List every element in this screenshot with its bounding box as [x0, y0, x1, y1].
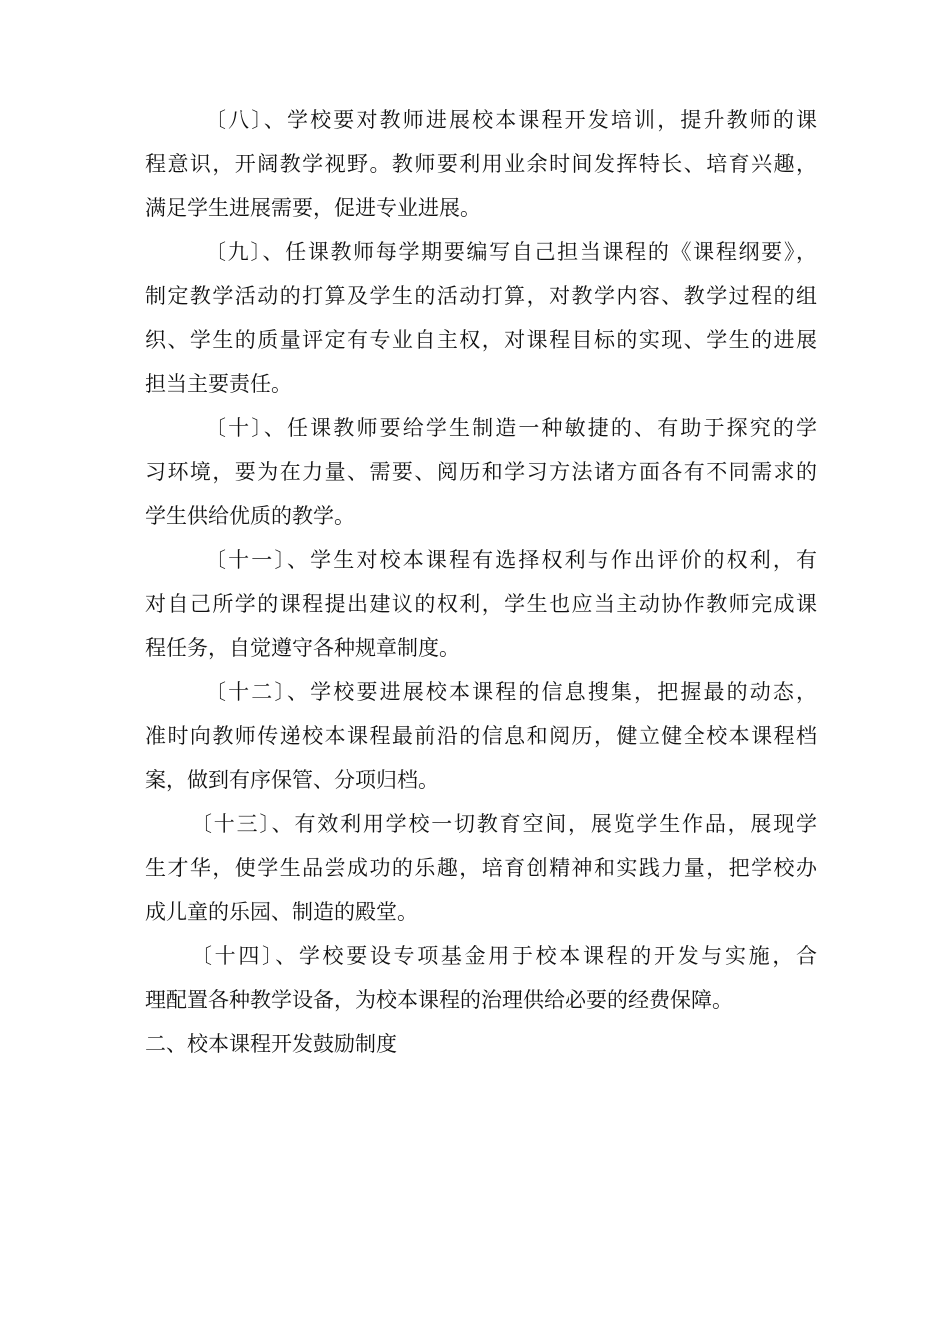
text-line: 生才华，使学生品尝成功的乐趣，培育创精神和实践力量，把学校办	[145, 856, 817, 880]
text-line: 案，做到有序保管、分项归档。	[145, 768, 439, 792]
text-line: 理配置各种教学设备，为校本课程的治理供给必要的经费保障。	[145, 988, 733, 1012]
text-line: 〔十四〕、学校要设专项基金用于校本课程的开发与实施，合	[191, 944, 817, 968]
section-heading-text: 二、校本课程开发鼓励制度	[145, 1032, 397, 1056]
text-line: 〔十一〕、学生对校本课程有选择权利与作出评价的权利，有	[205, 548, 817, 572]
paragraph-11	[145, 538, 817, 670]
text-line: 织、学生的质量评定有专业自主权，对课程目标的实现、学生的进展	[145, 328, 817, 352]
paragraph-9	[145, 230, 817, 406]
text-line: 〔九〕、任课教师每学期要编写自己担当课程的《课程纲要》，	[205, 240, 817, 264]
text-line: 对自己所学的课程提出建议的权利，学生也应当主动协作教师完成课	[145, 592, 817, 616]
paragraph-14	[145, 934, 817, 1022]
paragraph-8	[145, 98, 817, 230]
text-line: 成儿童的乐园、制造的殿堂。	[145, 900, 418, 924]
text-line: 〔十三〕、有效利用学校一切教育空间，展览学生作品，展现学	[191, 812, 817, 836]
paragraph-13	[145, 802, 817, 934]
text-line: 准时向教师传递校本课程最前沿的信息和阅历，健立健全校本课程档	[145, 724, 817, 748]
paragraph-10	[145, 406, 817, 538]
text-line: 学生供给优质的教学。	[145, 504, 355, 528]
document-body	[145, 98, 817, 1066]
text-line: 〔八〕、学校要对教师进展校本课程开发培训，提升教师的课	[205, 108, 817, 132]
text-line: 满足学生进展需要，促进专业进展。	[145, 196, 481, 220]
text-line: 程意识，开阔教学视野。教师要利用业余时间发挥特长、培育兴趣，	[145, 152, 817, 176]
text-line: 习环境，要为在力量、需要、阅历和学习方法诸方面各有不同需求的	[145, 460, 817, 484]
text-line: 制定教学活动的打算及学生的活动打算，对教学内容、教学过程的组	[145, 284, 817, 308]
text-line: 担当主要责任。	[145, 372, 292, 396]
text-line: 〔十〕、任课教师要给学生制造一种敏捷的、有助于探究的学	[205, 416, 817, 440]
text-line: 〔十二〕、学校要进展校本课程的信息搜集，把握最的动态，	[205, 680, 817, 704]
text-line: 程任务，自觉遵守各种规章制度。	[145, 636, 460, 660]
section-heading	[145, 1022, 817, 1066]
paragraph-12	[145, 670, 817, 802]
